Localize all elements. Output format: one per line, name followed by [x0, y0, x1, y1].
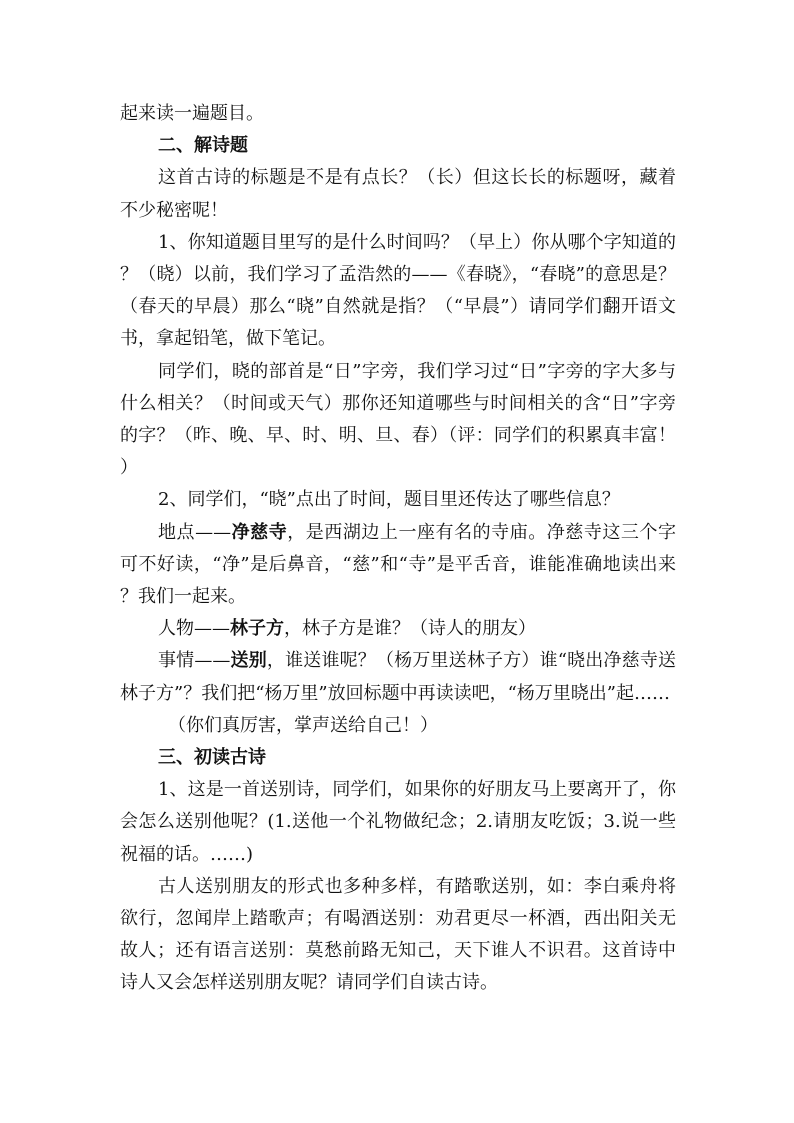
person-name: 林子方 — [230, 618, 284, 640]
section-heading-3: 三、初读古诗 — [158, 747, 266, 769]
paragraph-title-intro: 这首古诗的标题是不是有点长？（长）但这长长的标题呀，藏着不少秘密呢！ — [120, 167, 676, 221]
paragraph-person — [120, 613, 676, 645]
paragraph-event — [120, 645, 676, 709]
paragraph-place — [120, 517, 676, 614]
paragraph-time-question: 1、你知道题目里写的是什么时间吗？（早上）你从哪个字知道的？（晓）以前，我们学习了孟浩然的——《春晓》，“春晓”的意思是？（春天的早晨）那么“晓”自然就是指？（“早晨”）请同学们翻开语文书，拿起铅笔，做下笔记。 — [120, 231, 676, 350]
event-description: ，谁送谁呢？（杨万里送林子方）谁“晓出净慈寺送林子方”？我们把“杨万里”放回标题中再读读吧，“杨万里晓出”起…… — [120, 650, 677, 704]
paragraph-other-info: 2、同学们，“晓”点出了时间，题目里还传达了哪些信息？ — [158, 489, 620, 511]
paragraph-praise: （你们真厉害，掌声送给自己！） — [168, 714, 438, 736]
document-body — [120, 98, 676, 1000]
section-heading-2: 二、解诗题 — [158, 135, 248, 157]
event-name: 送别 — [230, 650, 267, 672]
paragraph-continuation: 起来读一遍题目。 — [120, 103, 264, 124]
person-description: ，林子方是谁？（诗人的朋友） — [284, 618, 536, 640]
event-label: 事情—— — [158, 650, 231, 672]
place-name: 净慈寺 — [231, 521, 288, 543]
person-label: 人物—— — [158, 618, 230, 640]
paragraph-farewell-question: 1、这是一首送别诗，同学们，如果你的好朋友马上要离开了，你会怎么送别他呢？(1.送他一个礼物做纪念；2.请朋友吃饭；3.说一些祝福的话。……) — [120, 779, 676, 865]
place-description: ，是西湖边上一座有名的寺庙。净慈寺这三个字可不好读，“净”是后鼻音，“慈”和“寺”是平舌音，谁能准确地读出来？我们一起来。 — [120, 521, 677, 608]
paragraph-ancient-farewell: 古人送别朋友的形式也多种多样，有踏歌送别，如：李白乘舟将欲行，忽闻岸上踏歌声；有喝酒送别：劝君更尽一杯酒，西出阳关无故人；还有语言送别：莫愁前路无知己，天下谁人不识君。这首诗中诗人又会怎样送别朋友呢？请同学们自读古诗。 — [120, 875, 676, 994]
paragraph-radical: 同学们，晓的部首是“日”字旁，我们学习过“日”字旁的字大多与什么相关？（时间或天气）那你还知道哪些与时间相关的含“日”字旁的字？（昨、晚、早、时、明、旦、春）（评：同学们的积累真丰富！） — [120, 360, 676, 479]
place-label: 地点—— — [158, 521, 232, 543]
